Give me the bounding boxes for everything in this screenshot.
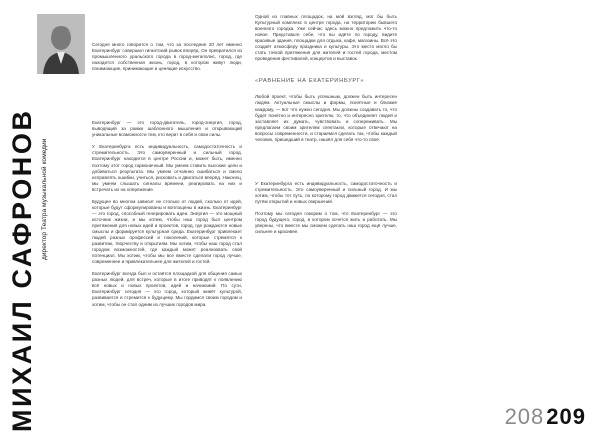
paragraph: Екатеринбург — это город-двигатель, город-энергия, город, выводящий за рамки шаблонного мышления и открывающий уникальные возможности тем, кто верит в себя и свои силы. (92, 120, 242, 138)
paragraph: Любой проект, чтобы быть успешным, должен быть интересен людям. Актуальные смыслы и формы, понятные и близкие каждому, — вот что нужно сегодня. Мы должны создавать то, что будет понятно и интересно зрителю, то, что объединяет людей и заставляет их думать, чувствовать и сопереживать. Мы предлагаем своим зрителям спектакли, которые отвечают на вопросы современности, и стараемся сделать так, чтобы каждый человек, пришедший в театр, нашёл для себя что-то своё. (255, 94, 397, 142)
page-number-right: 209 (546, 404, 586, 429)
paragraph: Одной из главных площадок, на мой взгляд, мог бы быть Культурный комплекс в центре города, на территории бывшего военного городка. Уже сейчас здесь можно предложить что-то новое. Представьте себе, что вы идёте по городу, видите красивые здания, площадки для отдыха, кафе, магазины. Всё это создаёт атмосферу праздника и культуры. Это место могло бы стать точкой притяжения для жителей и гостей города, местом проведения фестивалей, концертов и выставок. (255, 14, 397, 62)
page-number-left: 208 (504, 404, 545, 429)
paragraph: Поэтому мы сегодня говорим о том, что Екатеринбург — это город будущего, город, в котором хочется жить и работать. Мы уверены, что вместе мы сможем сделать наш город ещё лучше, сильнее и красивее. (255, 210, 397, 235)
page-numbers (505, 404, 586, 430)
author-photo (37, 14, 85, 74)
section-heading: «РАВНЕНИЕ НА ЕКАТЕРИНБУРГ» (255, 78, 365, 85)
paragraph: Екатеринбург всегда был и остаётся площадкой для общения самых разных людей, для встреч, которые в итоге приводят к появлению всё новых и новых проектов, идей и начинаний. По сути, Екатеринбург сегодня — это город, который живёт культурой, развивается и стремится к будущему. Мы гордимся своим городом и хотим, чтобы он стал одним из лучших городов мира. (92, 271, 242, 307)
author-name: МИХАИЛ САФРОНОВ (7, 108, 37, 432)
paragraph: Будущее во многом зависит не столько от людей, сколько от идей, которые будут сформулированы и воплощены в жизнь. Екатеринбург — это город, способный генерировать идеи. Энергия — это мощный источник жизни, и мы хотим, чтобы наш город был центром притяжения для новых идей и проектов, город, где рождаются новые смыслы и формируется культурная среда. Екатеринбург привлекает людей разных профессий и поколений, которые стремятся к развитию, творчеству и открытиям. Мы хотим, чтобы наш город стал городом возможностей, где каждый может реализовать свой потенциал. Мы хотим, чтобы мы все вместе сделали город лучше, современнее и привлекательнее для жителей и гостей. (92, 198, 242, 265)
paragraph: У Екатеринбурга есть индивидуальность, самодостаточность и стремительность. Это самоуверенный и сильный город. Екатеринбург находится в центре России и, может быть, именно поэтому этот город гармоничный. Мы умеем ставить высокие цели и добиваться результата. Мы умеем отчаянно ошибаться и смело исправлять ошибки, учиться, рисковать и двигаться вперёд. Наконец, мы умеем слышать сигналы времени, реагировать на них и встречать их на опережение. (92, 144, 242, 192)
intro-paragraph: Сегодня много говорится о том, что за последние 20 лет именно Екатеринбург совершил гигантский рывок вперёд. Он превратился из промышленного уральского города в город-мегаполис, город, где находится собственная жизнь, город, в котором живут люди, понимающие, принимающие и ценящие искусство. (92, 42, 242, 72)
article-column-right (255, 14, 397, 241)
author-role: директор Театра музыкальной комедии (41, 138, 48, 260)
article-column-left (92, 42, 242, 314)
paragraph: У Екатеринбурга есть индивидуальность, самодостаточность и стремительность. Это самоуверенный и сильный город. И мы хотим, чтобы тот путь, по которому город движется сегодня, стал путём открытий и новых свершений. (255, 180, 397, 204)
portrait-image (37, 14, 85, 74)
